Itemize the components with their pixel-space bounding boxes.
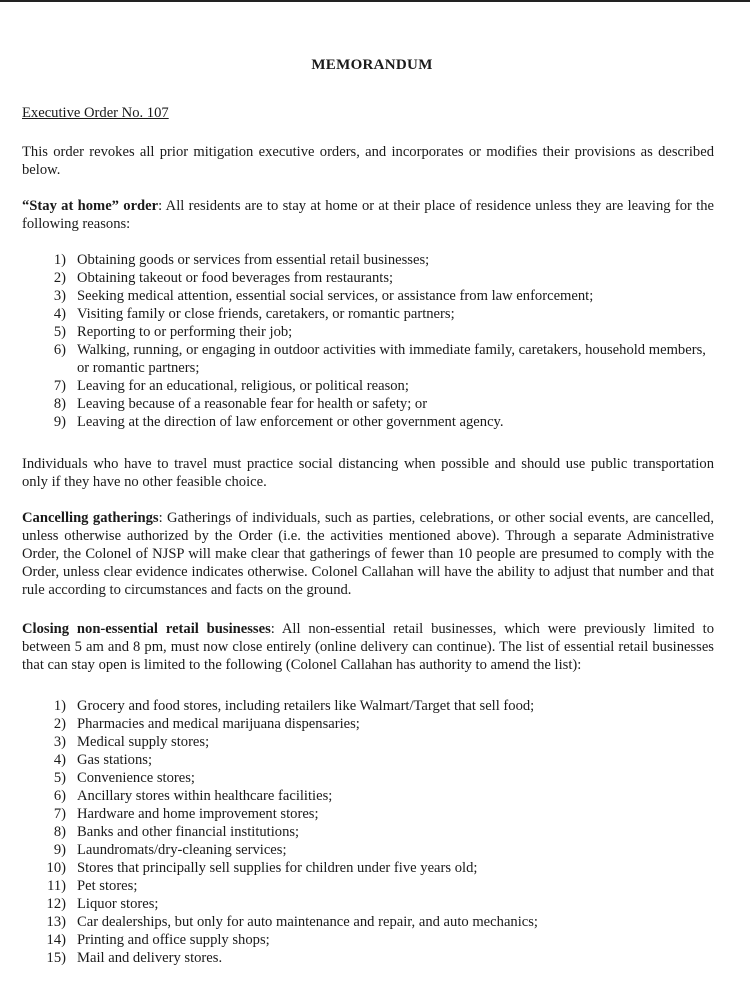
reason-item-number: 9) — [53, 414, 66, 430]
store-item — [22, 769, 712, 787]
intro-paragraph: This order revokes all prior mitigation executive orders, and incorporates or modifies their provisions as described below. — [22, 144, 714, 178]
store-item — [22, 697, 712, 715]
reason-item — [22, 395, 712, 413]
store-item-text: Pharmacies and medical marijuana dispensaries; — [77, 716, 360, 732]
store-item-number: 12) — [46, 896, 66, 912]
reason-item — [22, 251, 712, 269]
store-item-text: Car dealerships, but only for auto maintenance and repair, and auto mechanics; — [77, 914, 538, 930]
store-item-number: 15) — [46, 950, 66, 966]
closing-businesses-text: : All non-essential retail businesses, which were previously limited to between 5 am and 8 pm, must now close entirely (online delivery can continue). The list of essential retail businesses that can stay open is limited to the following (Colonel Callahan has authority to amend the list): — [22, 621, 714, 673]
reason-item-text: Walking, running, or engaging in outdoor activities with immediate family, caretakers, household members, or romantic partners; — [77, 342, 706, 376]
gatherings-text: : Gatherings of individuals, such as parties, celebrations, or other social events, are cancelled, unless otherwise authorized by the Order (i.e. the activities mentioned above). Through a separate Administrative Order, the Colonel of NJSP will make clear that gatherings of fewer than 10 people are presumed to comply with the Order, unless clear evidence indicates otherwise. Colonel Callahan will have the ability to adjust that number and that rule according to circumstances and facts on the ground. — [22, 510, 714, 598]
reason-item — [22, 305, 712, 323]
store-item-text: Mail and delivery stores. — [77, 950, 223, 966]
store-item-text: Gas stations; — [77, 752, 152, 768]
reason-item-number: 6) — [53, 342, 66, 358]
store-item — [22, 733, 712, 751]
store-item — [22, 751, 712, 769]
store-item-number: 11) — [47, 878, 66, 894]
store-item — [22, 715, 712, 733]
store-item — [22, 805, 712, 823]
store-item-number: 13) — [46, 914, 66, 930]
reason-item — [22, 269, 712, 287]
store-item-number: 3) — [53, 734, 66, 750]
gatherings-paragraph — [22, 509, 714, 599]
store-item-text: Medical supply stores; — [77, 734, 210, 750]
closing-businesses-paragraph — [22, 620, 714, 674]
reason-item — [22, 323, 712, 341]
store-item-number: 6) — [53, 788, 66, 804]
store-item-text: Banks and other financial institutions; — [77, 824, 300, 840]
store-item-text: Grocery and food stores, including retailers like Walmart/Target that sell food; — [77, 698, 535, 714]
store-item — [22, 895, 712, 913]
reason-item — [22, 377, 712, 395]
stay-at-home-text: : All residents are to stay at home or at their place of residence unless they are leaving for the following reasons: — [22, 198, 714, 232]
store-item-text: Convenience stores; — [77, 770, 195, 786]
reason-item — [22, 413, 712, 431]
reason-item — [22, 341, 712, 377]
store-item-number: 9) — [53, 842, 66, 858]
closing-businesses-heading: Closing non-essential retail businesses — [22, 621, 271, 637]
travel-paragraph: Individuals who have to travel must practice social distancing when possible and should use public transportation only if they have no other feasible choice. — [22, 456, 714, 490]
store-item-text: Hardware and home improvement stores; — [77, 806, 319, 822]
reason-item-number: 3) — [53, 288, 66, 304]
store-item — [22, 949, 712, 967]
reason-item-text: Obtaining goods or services from essential retail businesses; — [77, 252, 430, 268]
memo-subtitle: Executive Order No. 107 — [22, 105, 169, 121]
store-item-text: Stores that principally sell supplies for children under five years old; — [77, 860, 478, 876]
store-item-number: 4) — [53, 752, 66, 768]
reason-item-text: Leaving at the direction of law enforcement or other government agency. — [77, 414, 504, 430]
reason-item-text: Visiting family or close friends, caretakers, or romantic partners; — [77, 306, 455, 322]
stay-at-home-paragraph — [22, 197, 714, 233]
reason-item-number: 5) — [53, 324, 66, 340]
store-item-number: 2) — [53, 716, 66, 732]
reason-item-text: Leaving because of a reasonable fear for health or safety; or — [77, 396, 428, 412]
store-item-text: Printing and office supply shops; — [77, 932, 270, 948]
reason-item-number: 7) — [53, 378, 66, 394]
store-item-number: 5) — [53, 770, 66, 786]
reason-item-number: 2) — [53, 270, 66, 286]
reason-item-text: Leaving for an educational, religious, or political reason; — [77, 378, 409, 394]
reason-item-number: 1) — [53, 252, 66, 268]
reason-item-text: Obtaining takeout or food beverages from restaurants; — [77, 270, 394, 286]
store-item-number: 8) — [53, 824, 66, 840]
top-border-line — [0, 0, 750, 2]
stay-at-home-heading: “Stay at home” order — [22, 198, 159, 214]
reason-item-text: Seeking medical attention, essential social services, or assistance from law enforcement; — [77, 288, 594, 304]
store-item-text: Pet stores; — [77, 878, 138, 894]
store-item-number: 14) — [46, 932, 66, 948]
store-item — [22, 859, 712, 877]
reason-item-text: Reporting to or performing their job; — [77, 324, 293, 340]
store-item — [22, 823, 712, 841]
store-item-text: Laundromats/dry-cleaning services; — [77, 842, 287, 858]
store-item-text: Ancillary stores within healthcare facilities; — [77, 788, 333, 804]
reasons-list — [22, 251, 712, 431]
store-item — [22, 841, 712, 859]
store-item-number: 1) — [53, 698, 66, 714]
store-item — [22, 913, 712, 931]
gatherings-heading: Cancelling gatherings — [22, 510, 159, 526]
store-item — [22, 931, 712, 949]
reason-item-number: 4) — [53, 306, 66, 322]
memo-title: MEMORANDUM — [311, 57, 433, 73]
store-item — [22, 877, 712, 895]
reason-item — [22, 287, 712, 305]
reason-item-number: 8) — [53, 396, 66, 412]
store-item-text: Liquor stores; — [77, 896, 159, 912]
store-item-number: 7) — [53, 806, 66, 822]
store-item — [22, 787, 712, 805]
essential-stores-list — [22, 697, 712, 967]
store-item-number: 10) — [46, 860, 66, 876]
